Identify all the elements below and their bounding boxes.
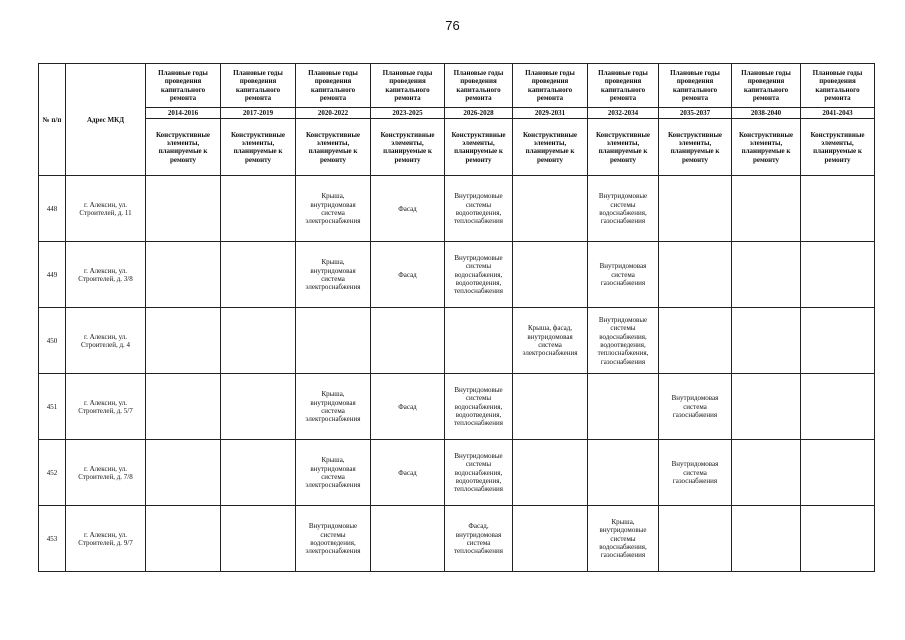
repair-cell: [659, 308, 732, 374]
table-row: [39, 176, 875, 242]
repair-cell: Внутридомовые системы водоснабжения, водоотведения, теплоснабжения, газоснабжения: [588, 308, 659, 374]
repair-cell: [445, 308, 513, 374]
table-row: [39, 440, 875, 506]
table-row: [39, 506, 875, 572]
repair-cell: [801, 440, 875, 506]
row-number: 452: [39, 440, 66, 506]
header-year-range: 2023-2025: [371, 108, 445, 119]
header-elements-label: Конструктивные элементы, планируемые к ремонту: [588, 119, 659, 176]
repair-cell: [801, 374, 875, 440]
repair-cell: [513, 506, 588, 572]
header-elements-label: Конструктивные элементы, планируемые к ремонту: [146, 119, 221, 176]
repair-cell: [221, 440, 296, 506]
repair-cell: Фасад: [371, 242, 445, 308]
header-elements-label: Конструктивные элементы, планируемые к ремонту: [659, 119, 732, 176]
table-row: [39, 374, 875, 440]
header-address: Адрес МКД: [66, 64, 146, 176]
row-number: 448: [39, 176, 66, 242]
header-year-range: 2026-2028: [445, 108, 513, 119]
repair-cell: [146, 176, 221, 242]
repair-cell: Фасад, внутридомовая система теплоснабжения: [445, 506, 513, 572]
repair-cell: [801, 308, 875, 374]
row-address: г. Алексин, ул. Строителей, д. 9/7: [66, 506, 146, 572]
row-address: г. Алексин, ул. Строителей, д. 11: [66, 176, 146, 242]
row-address: г. Алексин, ул. Строителей, д. 4: [66, 308, 146, 374]
repair-cell: [146, 506, 221, 572]
repair-cell: [513, 242, 588, 308]
header-year-range: 2014-2016: [146, 108, 221, 119]
repair-cell: [146, 308, 221, 374]
header-period-title: Плановые годы проведения капитального ремонта: [732, 64, 801, 108]
repair-cell: [146, 242, 221, 308]
header-period-title: Плановые годы проведения капитального ремонта: [296, 64, 371, 108]
repair-cell: Внутридомовые системы водоснабжения, водоотведения, теплоснабжения: [445, 242, 513, 308]
repair-cell: [513, 374, 588, 440]
header-elements-label: Конструктивные элементы, планируемые к ремонту: [445, 119, 513, 176]
header-year-range: 2035-2037: [659, 108, 732, 119]
header-period-title: Плановые годы проведения капитального ремонта: [801, 64, 875, 108]
header-elements-label: Конструктивные элементы, планируемые к ремонту: [732, 119, 801, 176]
header-period-title: Плановые годы проведения капитального ремонта: [445, 64, 513, 108]
header-number: № п/п: [39, 64, 66, 176]
repair-cell: [221, 176, 296, 242]
row-number: 449: [39, 242, 66, 308]
repair-cell: Крыша, внутридомовые системы водоснабжения, газоснабжения: [588, 506, 659, 572]
repair-cell: Крыша, внутридомовая система электроснабжения: [296, 440, 371, 506]
header-period-title: Плановые годы проведения капитального ремонта: [371, 64, 445, 108]
repair-cell: Фасад: [371, 440, 445, 506]
table-row: [39, 308, 875, 374]
header-year-range: 2017-2019: [221, 108, 296, 119]
repair-cell: [221, 308, 296, 374]
repair-cell: [221, 242, 296, 308]
capital-repair-table: [38, 63, 875, 572]
repair-cell: Крыша, внутридомовая система электроснабжения: [296, 176, 371, 242]
header-elements-label: Конструктивные элементы, планируемые к ремонту: [513, 119, 588, 176]
repair-cell: Фасад: [371, 374, 445, 440]
repair-cell: Фасад: [371, 176, 445, 242]
header-year-range: 2041-2043: [801, 108, 875, 119]
repair-cell: [732, 242, 801, 308]
repair-cell: Внутридомовые системы водоснабжения, газоснабжения: [588, 176, 659, 242]
repair-cell: [659, 176, 732, 242]
repair-cell: [221, 506, 296, 572]
row-number: 453: [39, 506, 66, 572]
repair-cell: [296, 308, 371, 374]
repair-cell: [146, 374, 221, 440]
repair-cell: [371, 506, 445, 572]
header-period-title: Плановые годы проведения капитального ремонта: [146, 64, 221, 108]
repair-cell: [513, 176, 588, 242]
repair-cell: Внутридомовая система газоснабжения: [659, 440, 732, 506]
repair-cell: Внутридомовая система газоснабжения: [659, 374, 732, 440]
repair-cell: [801, 176, 875, 242]
header-elements-label: Конструктивные элементы, планируемые к ремонту: [371, 119, 445, 176]
header-elements-label: Конструктивные элементы, планируемые к ремонту: [296, 119, 371, 176]
repair-cell: Внутридомовая система газоснабжения: [588, 242, 659, 308]
repair-cell: Крыша, внутридомовая система электроснабжения: [296, 242, 371, 308]
repair-cell: [801, 506, 875, 572]
repair-cell: [732, 440, 801, 506]
repair-cell: [513, 440, 588, 506]
repair-cell: [732, 308, 801, 374]
row-address: г. Алексин, ул. Строителей, д. 3/8: [66, 242, 146, 308]
header-period-title: Плановые годы проведения капитального ремонта: [221, 64, 296, 108]
repair-cell: Внутридомовые системы водоотведения, теплоснабжения: [445, 176, 513, 242]
header-year-range: 2032-2034: [588, 108, 659, 119]
repair-cell: Внутридомовые системы водоотведения, электроснабжения: [296, 506, 371, 572]
repair-cell: Внутридомовые системы водоснабжения, водоотведения, теплоснабжения: [445, 374, 513, 440]
repair-cell: [732, 374, 801, 440]
repair-cell: [371, 308, 445, 374]
header-period-title: Плановые годы проведения капитального ремонта: [659, 64, 732, 108]
repair-cell: [659, 506, 732, 572]
repair-cell: [659, 242, 732, 308]
repair-cell: [588, 440, 659, 506]
repair-cell: [732, 176, 801, 242]
row-address: г. Алексин, ул. Строителей, д. 7/8: [66, 440, 146, 506]
header-period-title: Плановые годы проведения капитального ремонта: [513, 64, 588, 108]
repair-cell: [146, 440, 221, 506]
header-year-range: 2029-2031: [513, 108, 588, 119]
row-address: г. Алексин, ул. Строителей, д. 5/7: [66, 374, 146, 440]
repair-cell: [732, 506, 801, 572]
header-year-range: 2038-2040: [732, 108, 801, 119]
table-row: [39, 242, 875, 308]
row-number: 451: [39, 374, 66, 440]
header-elements-label: Конструктивные элементы, планируемые к ремонту: [221, 119, 296, 176]
repair-cell: Крыша, фасад, внутридомовая система электроснабжения: [513, 308, 588, 374]
header-period-title: Плановые годы проведения капитального ремонта: [588, 64, 659, 108]
repair-cell: [221, 374, 296, 440]
repair-cell: Крыша, внутридомовая система электроснабжения: [296, 374, 371, 440]
header-year-range: 2020-2022: [296, 108, 371, 119]
repair-cell: [588, 374, 659, 440]
repair-cell: [801, 242, 875, 308]
row-number: 450: [39, 308, 66, 374]
repair-cell: Внутридомовые системы водоснабжения, водоотведения, теплоснабжения: [445, 440, 513, 506]
header-elements-label: Конструктивные элементы, планируемые к ремонту: [801, 119, 875, 176]
page-number: 76: [445, 18, 460, 33]
